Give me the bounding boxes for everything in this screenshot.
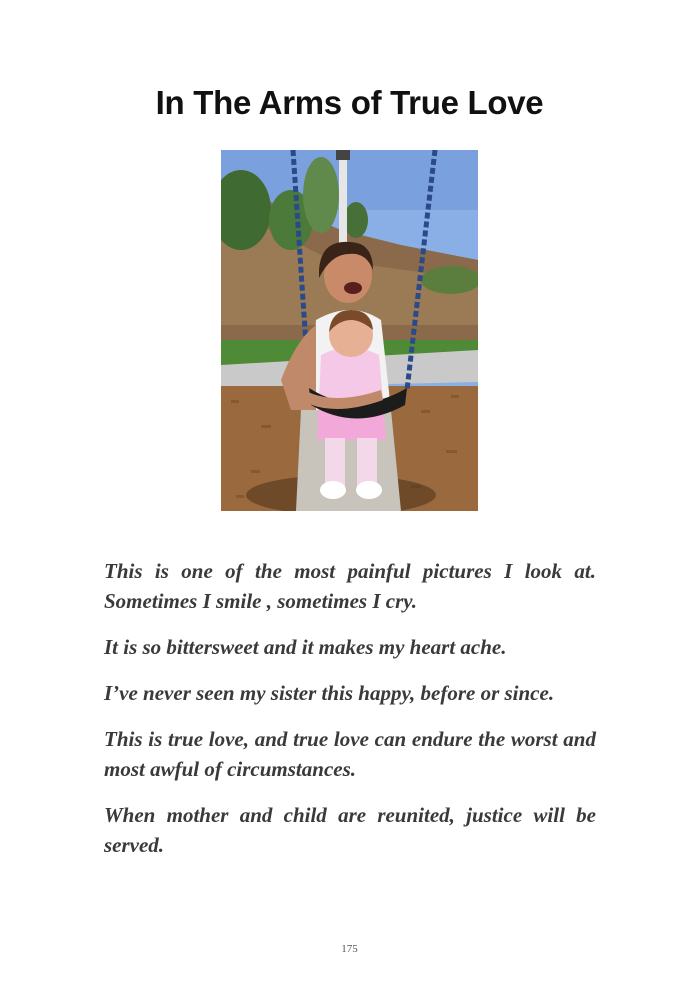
paragraph: This is one of the most painful pictures I look at. Sometimes I smile , sometimes I cry. [104, 559, 596, 613]
page-number: 175 [341, 943, 358, 955]
page-title: In The Arms of True Love [155, 84, 544, 121]
body-text [104, 556, 596, 876]
photo-illustration [221, 150, 478, 511]
paragraph: This is true love, and true love can endure the worst and most awful of circumstances. [104, 727, 596, 781]
paragraph: When mother and child are reunited, justice will be served. [104, 803, 596, 857]
paragraph: I’ve never seen my sister this happy, before or since. [104, 681, 555, 705]
photo-mother-child-on-swing [221, 150, 478, 511]
paragraph: It is so bittersweet and it makes my heart ache. [104, 635, 507, 659]
